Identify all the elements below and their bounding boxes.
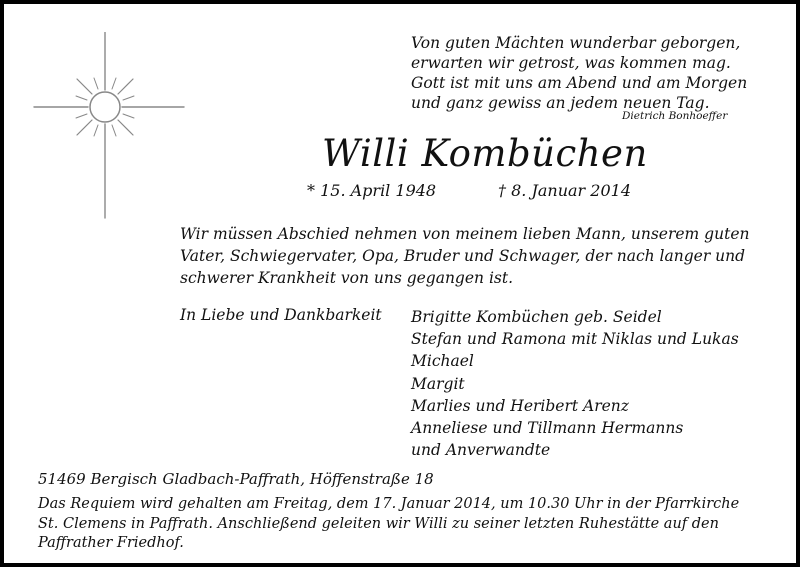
message-line: schwerer Krankheit von uns gegangen ist. [180,269,514,287]
quote-line: Von guten Mächten wunderbar geborgen, [411,34,741,52]
mourners-list [411,306,739,461]
farewell-message [180,223,749,289]
mourner-item: Michael [411,352,474,371]
quote [411,33,747,113]
mourner-item: und Anverwandte [411,441,551,460]
quote-author: Dietrich Bonhoeffer [622,110,728,122]
closing-phrase: In Liebe und Dankbarkeit [180,306,382,324]
birth-date: * 15. April 1948 [307,181,437,200]
quote-line: Gott ist mit uns am Abend und am Morgen [411,74,748,92]
death-date: † 8. Januar 2014 [498,181,631,200]
mourner-item: Stefan und Ramona mit Niklas und Lukas [411,330,739,349]
service-line: St. Clemens in Paffrath. Anschließend geleiten wir Willi zu seiner letzten Ruhestätte auf den [38,515,719,532]
mourner-item: Margit [411,374,465,393]
quote-line: und ganz gewiss an jedem neuen Tag. [411,94,710,112]
service-info [38,495,739,554]
address: 51469 Bergisch Gladbach-Paffrath, Höffenstraße 18 [38,470,434,488]
mourner-item: Brigitte Kombüchen geb. Seidel [411,308,662,326]
radiant-star-cross-icon [32,32,186,220]
deceased-name: Willi Kombüchen [322,132,648,175]
quote-line: erwarten wir getrost, was kommen mag. [411,54,731,72]
mourner-item: Anneliese und Tillmann Hermanns [411,419,684,438]
mourner-item: Marlies und Heribert Arenz [411,396,629,415]
service-line: Paffrather Friedhof. [38,535,184,551]
message-line: Wir müssen Abschied nehmen von meinem lieben Mann, unserem guten [180,225,750,243]
service-line: Das Requiem wird gehalten am Freitag, dem 17. Januar 2014, um 10.30 Uhr in der Pfarrkirche [38,496,740,512]
message-line: Vater, Schwiegervater, Opa, Bruder und Schwager, der nach langer und [180,247,746,265]
